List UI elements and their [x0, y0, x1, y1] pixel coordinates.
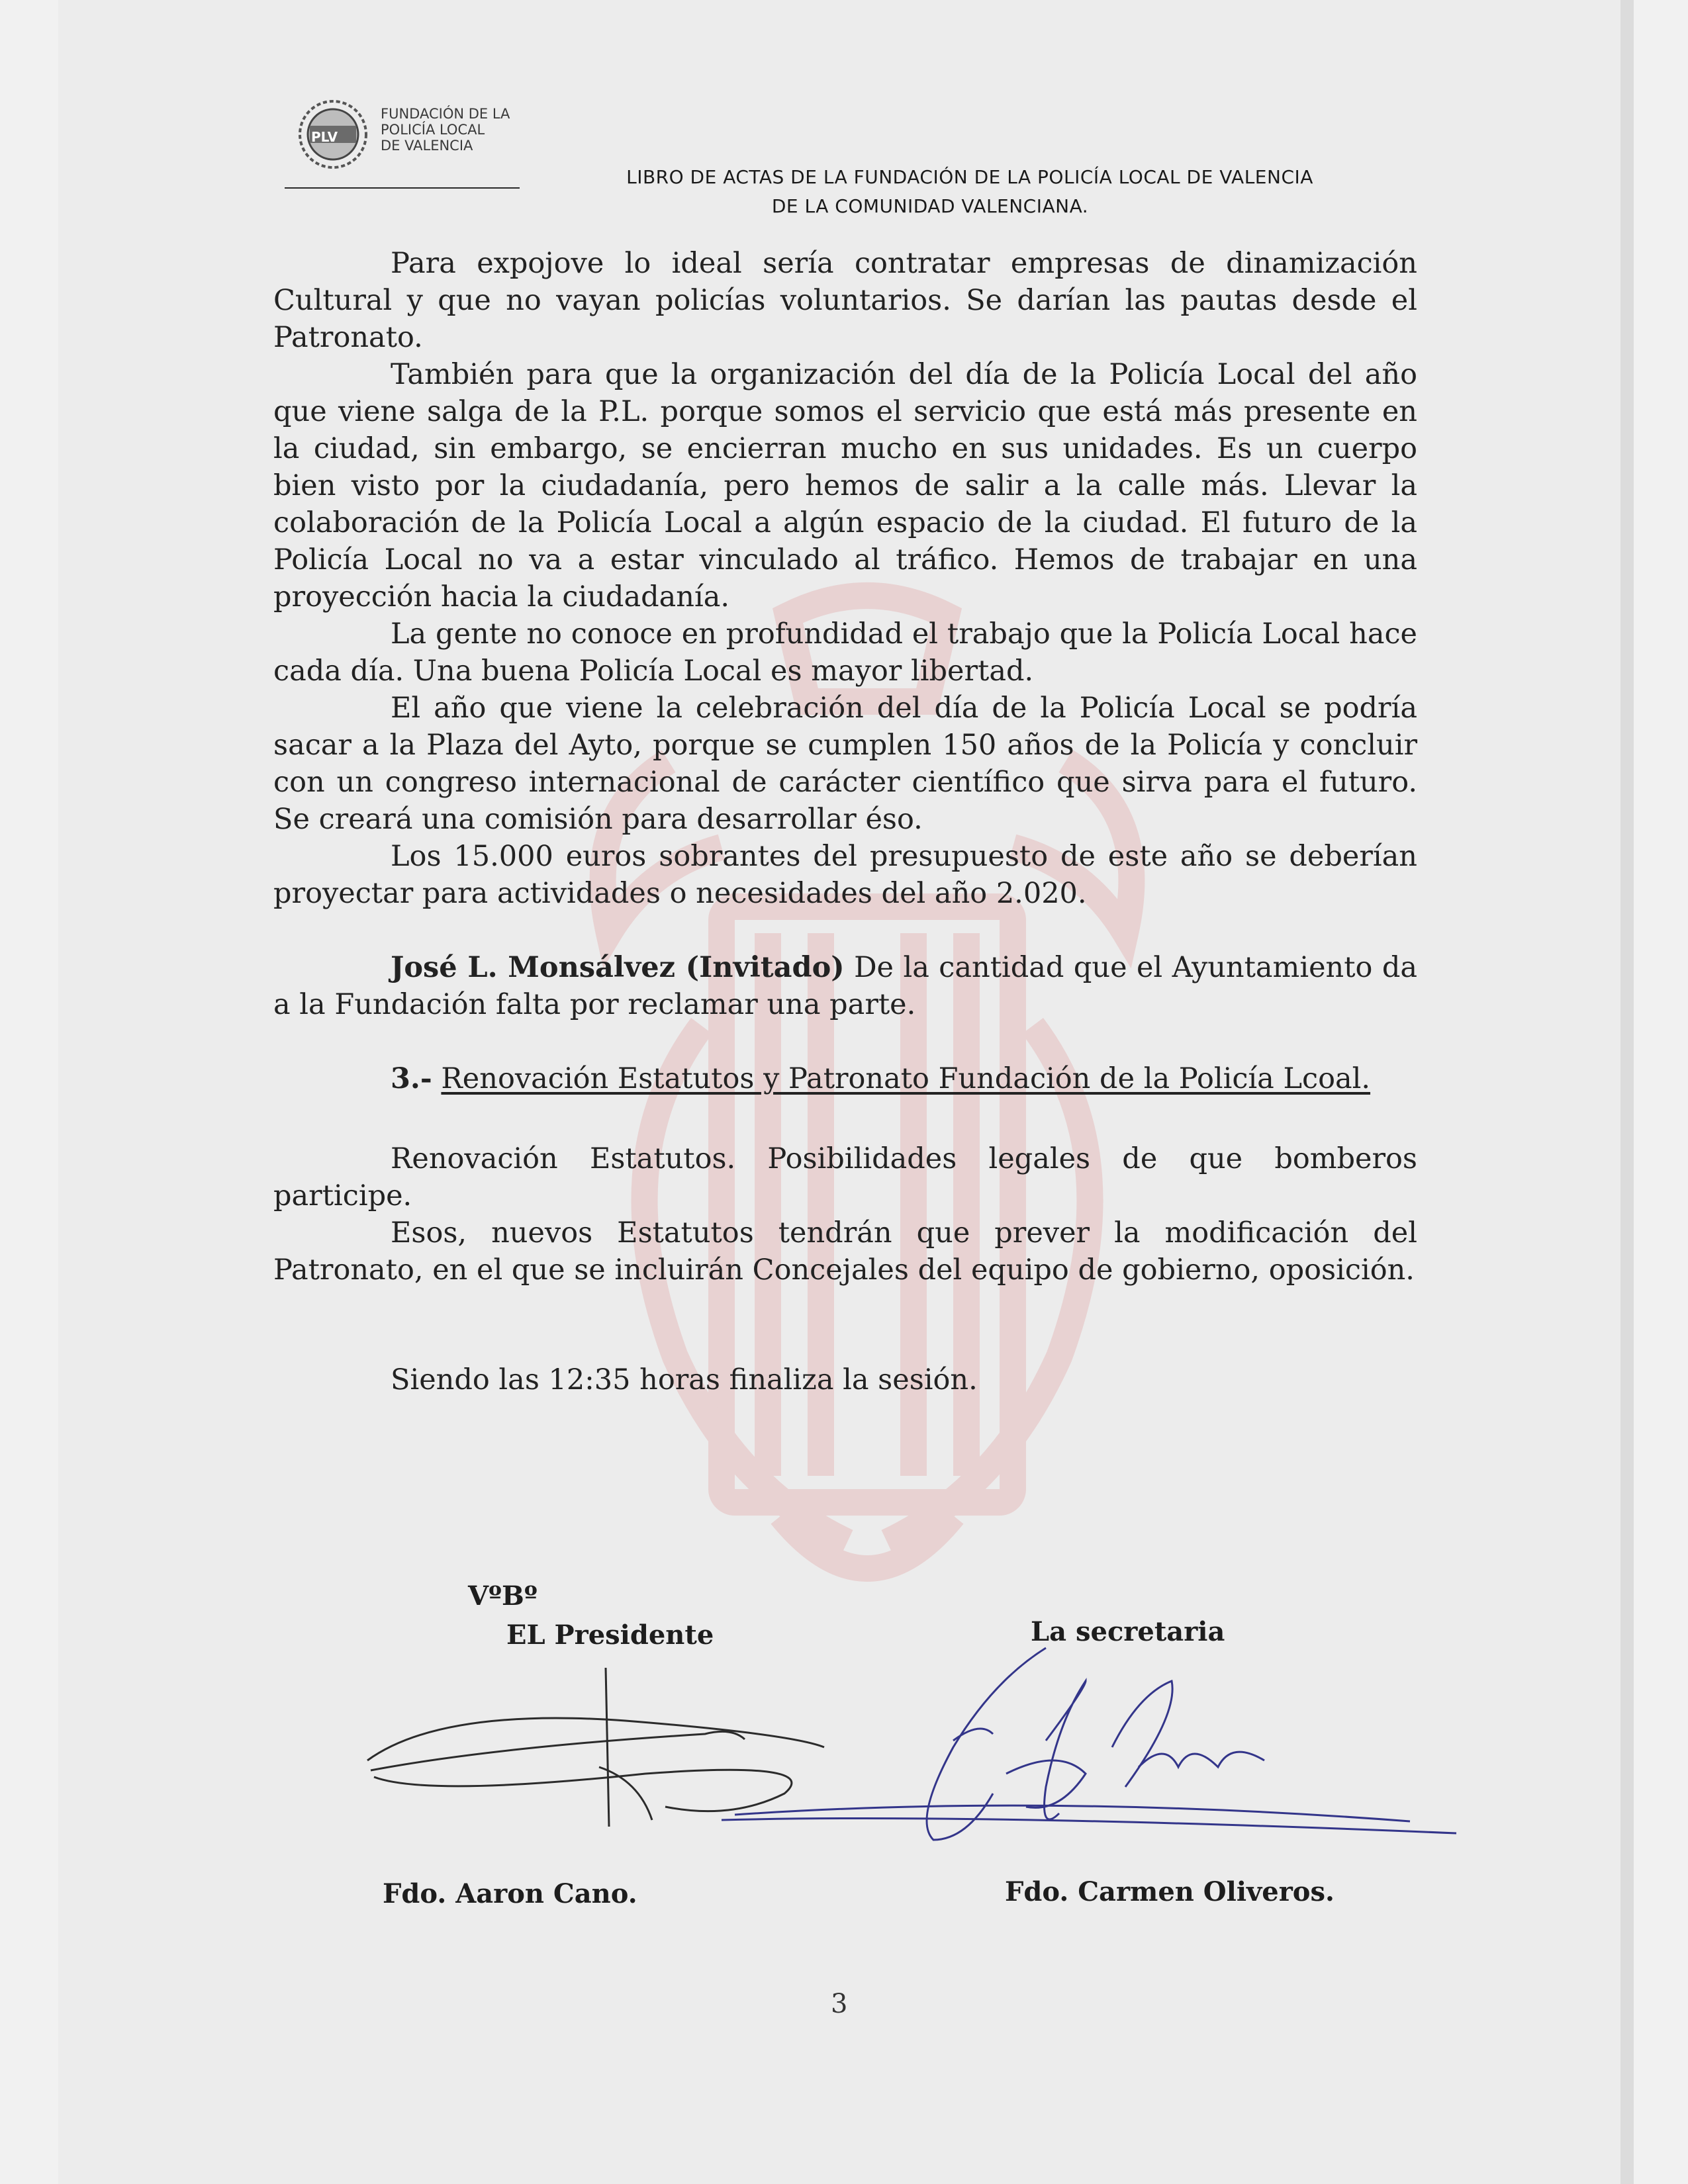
speaker-name: José L. Monsálvez (Invitado): [391, 951, 845, 984]
speaker-text: De la cantidad que el Ayuntamiento da a la Fundación falta por reclamar una parte.: [273, 951, 1417, 1021]
logo-line-2: POLICÍA LOCAL: [381, 122, 485, 138]
paragraph-1: Para expojove lo ideal sería contratar empresas de dinamización Cultural y que no vayan policías voluntarios. Se darían las pautas desde el Patronato.: [273, 247, 1417, 354]
secretary-signature: [715, 1641, 1470, 1866]
paragraph-4: El año que viene la celebración del día de la Policía Local se podría sacar a la Plaza del Ayto, porque se cumplen 150 años de la Policía y concluir con un congreso internacional de carácter científico que sirva para el futuro. Se creará una comisión para desarrollar éso.: [273, 692, 1417, 836]
paragraph-7: Renovación Estatutos. Posibilidades legales de que bomberos participe.: [273, 1142, 1417, 1212]
document-header-title: [463, 163, 1476, 221]
logo-badge-text: PLV: [311, 129, 338, 145]
secretary-name: Fdo. Carmen Oliveros.: [1005, 1876, 1335, 1907]
closing-statement: Siendo las 12:35 horas finaliza la sesión.: [391, 1363, 978, 1396]
header-title-line-2: DE LA COMUNIDAD VALENCIANA.: [771, 195, 1089, 217]
paragraph-6: [273, 949, 1417, 1023]
president-name: Fdo. Aaron Cano.: [383, 1878, 637, 1909]
logo-line-3: DE VALENCIA: [381, 138, 473, 154]
vobo-label: VºBº: [468, 1580, 538, 1612]
paragraph-3: La gente no conoce en profundidad el trabajo que la Policía Local hace cada día. Una buena Policía Local es mayor libertad.: [273, 617, 1417, 688]
page-edge: [1620, 0, 1634, 2184]
header-title-line-1: LIBRO DE ACTAS DE LA FUNDACIÓN DE LA POLICÍA LOCAL DE VALENCIA: [626, 166, 1313, 188]
section-number: 3.-: [391, 1062, 432, 1095]
paragraph-2: También para que la organización del día de la Policía Local del año que viene salga de la P.L. porque somos el servicio que está más presente en la ciudad, sin embargo, se encierran mucho en sus unidades. Es un cuerpo bien visto por la ciudadanía, pero hemos de salir a la calle más. Llevar la colaboración de la Policía Local a algún espacio de la ciudad. El futuro de la Policía Local no va a estar vinculado al tráfico. Hemos de trabajar en una proyección hacia la ciudadanía.: [273, 358, 1417, 614]
president-title: EL Presidente: [506, 1619, 714, 1651]
logo-line-1: FUNDACIÓN DE LA: [381, 106, 510, 122]
section-heading: [273, 1060, 1417, 1097]
page-number: 3: [831, 1989, 848, 2019]
minutes-body: [273, 245, 1417, 1398]
section-title: Renovación Estatutos y Patronato Fundación de la Policía Lcoal.: [441, 1062, 1371, 1095]
logo-text: [381, 106, 539, 154]
paragraph-5: Los 15.000 euros sobrantes del presupuesto de este año se deberían proyectar para actividades o necesidades del año 2.020.: [273, 840, 1417, 910]
secretary-title: La secretaria: [1031, 1616, 1225, 1647]
paragraph-8: Esos, nuevos Estatutos tendrán que prever la modificación del Patronato, en el que se incluirán Concejales del equipo de gobierno, oposición.: [273, 1216, 1417, 1287]
